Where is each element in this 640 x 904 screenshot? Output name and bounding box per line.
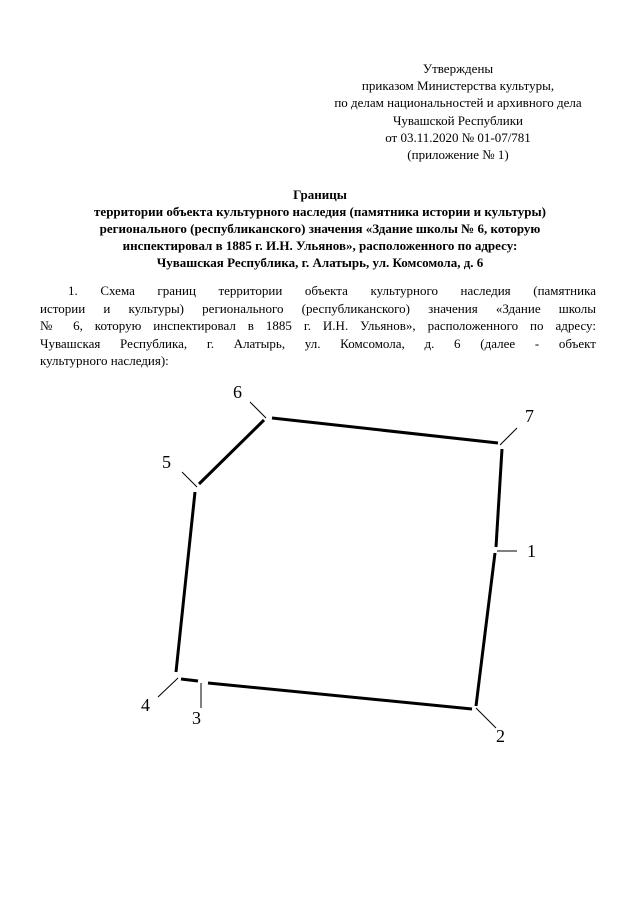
paragraph-line: Чувашская Республика, г. Алатырь, ул. Комсомола, д. 6 (далее - объект	[40, 335, 596, 351]
leader-line-5	[182, 472, 197, 487]
point-label-3: 3	[192, 708, 201, 728]
paragraph-line: истории и культуры) регионального (республиканского) значения «Здание школы	[40, 300, 596, 316]
approval-line: Чувашской Республики	[392, 112, 524, 128]
title-line: Границы	[293, 187, 347, 202]
boundary-segment-6-7	[272, 418, 498, 443]
boundary-segment-2-3	[208, 683, 472, 709]
paragraph-line: 1. Схема границ территории объекта культурного наследия (памятника	[68, 283, 596, 298]
boundary-segment-5-6	[199, 420, 264, 484]
title-line: регионального (республиканского) значения «Здание школы № 6, которую	[99, 221, 541, 236]
point-label-6: 6	[233, 382, 242, 402]
approval-line: от 03.11.2020 № 01-07/781	[385, 129, 531, 145]
leader-line-6	[250, 402, 266, 418]
leader-line-2	[476, 708, 496, 728]
point-label-5: 5	[162, 452, 171, 472]
boundary-segment-7-1	[496, 449, 502, 547]
paragraph-line: № 6, которую инспектировал в 1885 г. И.Н. Ульянов», расположенного по адресу:	[40, 318, 596, 333]
approval-line: (приложение № 1)	[407, 147, 509, 163]
point-label-7: 7	[525, 406, 534, 426]
approval-line: по делам национальностей и архивного дела	[334, 95, 582, 111]
point-label-4: 4	[141, 695, 150, 715]
leader-line-7	[500, 428, 517, 445]
title-line: инспектировал в 1885 г. И.Н. Ульянов», расположенного по адресу:	[122, 238, 518, 253]
boundary-segment-4-5	[176, 492, 195, 672]
title-line: территории объекта культурного наследия (памятника истории и культуры)	[94, 204, 546, 219]
boundary-segment-1-2	[476, 553, 495, 706]
title-line: Чувашская Республика, г. Алатырь, ул. Комсомола, д. 6	[156, 255, 484, 270]
approval-line: приказом Министерства культуры,	[361, 78, 555, 94]
point-label-1: 1	[527, 541, 536, 561]
point-label-2: 2	[496, 726, 505, 746]
boundary-segment-3-4	[181, 679, 198, 681]
approval-line: Утверждены	[422, 61, 494, 76]
paragraph-line: культурного наследия):	[40, 353, 169, 368]
leader-line-4	[158, 678, 178, 697]
